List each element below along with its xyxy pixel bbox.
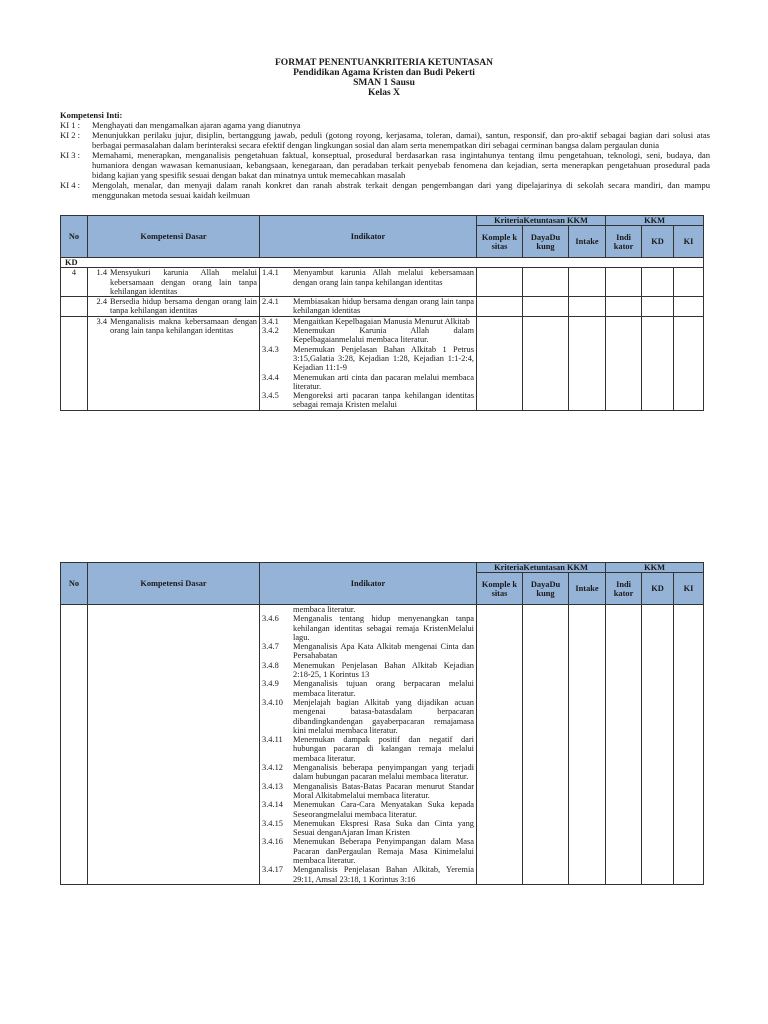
kompleksitas-cell	[477, 268, 523, 297]
indicator-number: 3.4.2	[262, 326, 279, 336]
indikator-kkm-cell	[606, 316, 642, 410]
intake-cell	[569, 297, 606, 317]
kd-text: Bersedia hidup bersama dengan orang lain tanpa kehilangan identitas	[110, 297, 257, 316]
document-header	[0, 58, 768, 98]
kd-label-row: KD	[61, 258, 704, 268]
indicator-item	[262, 763, 474, 782]
no-cell: 4	[61, 268, 88, 297]
dayadukung-cell	[523, 297, 569, 317]
intake-cell	[569, 316, 606, 410]
header-kompleksitas: Komple k sitas	[477, 226, 523, 258]
indicator-text: Menganalisis Penjelasan Bahan Alkitab, Yeremia 29:11, Amsal 23:18, 1 Korintus 3:16	[293, 865, 474, 884]
indicator-text: Menganalisis Apa Kata Alkitab mengenai Cinta dan Persahabatan	[293, 642, 474, 661]
ki-code: KI 1 :	[60, 120, 81, 130]
no-cell	[61, 316, 88, 410]
table-row	[61, 297, 704, 317]
document-title: FORMAT PENENTUANKRITERIA KETUNTASAN	[275, 58, 493, 68]
header-ki-kkm: KI	[674, 573, 704, 605]
header-no: No	[61, 563, 88, 605]
kd-number: 3.4	[96, 316, 107, 326]
indicator-item	[262, 614, 474, 642]
kompleksitas-cell	[477, 316, 523, 410]
indicator-list	[262, 614, 474, 884]
indicator-item	[262, 345, 474, 373]
kd-cell	[88, 316, 260, 410]
indicator-text: Menganalisis Batas-Batas Pacaran menurut Standar Moral Alkitabmelalui membaca literatur.	[293, 781, 474, 800]
header-indikator: Indikator	[260, 216, 477, 258]
header-kompetensi-dasar: Kompetensi Dasar	[88, 563, 260, 605]
ki-item	[60, 180, 710, 200]
intake-cell	[569, 268, 606, 297]
indicator-number: 3.4.1	[262, 316, 279, 326]
indicator-number: 3.4.10	[262, 697, 283, 707]
indicator-item	[262, 373, 474, 392]
kd-item	[90, 268, 257, 296]
table-row	[61, 316, 704, 410]
indicator-item	[262, 698, 474, 735]
indicator-item	[262, 679, 474, 698]
indicator-text: Menemukan Penjelasan Bahan Alkitab 1 Petrus 3:15,Galatia 3:28, Kejadian 1:28, Kejadian 1:1-2:4, Kejadian 11:1-9	[293, 344, 474, 373]
header-dayadukung: DayaDu kung	[523, 573, 569, 605]
ki-text: Memahami, menerapkan, menganalisis pengetahuan faktual, konseptual, prosedural berdasarkan rasa ingintahunya tentang ilmu pengetahuan, teknologi, seni, budaya, dan humaniora dengan wawasan kemanusiaan, kebangsaan, kenegaraan, dan peradaban terkait penyebab fenomena dan kejadian, serta menerapkan pengetahuan prosedural pada bidang kajian yang spesifik sesuai dengan bakat dan minatnya untuk memecahkan masalah	[92, 150, 710, 180]
indicator-item	[262, 661, 474, 680]
kd-kkm-cell	[642, 297, 674, 317]
kd-kkm-cell	[642, 316, 674, 410]
ki-text: Menunjukkan perilaku jujur, disiplin, bertanggung jawab, peduli (gotong royong, kerjasama, toleran, damai), santun, responsif, dan pro-aktif sebagai bagian dari solusi atas berbagai permasalahan dalam berinteraksi secara efektif dengan lingkungan sosial dan alam serta menempatkan diri sebagai cerminan bangsa dalam pergaulan dunia	[92, 130, 710, 150]
indicator-item	[262, 642, 474, 661]
indicator-item	[262, 297, 474, 316]
kompetensi-inti-section	[60, 110, 710, 200]
dayadukung-cell	[523, 605, 569, 885]
indicator-item	[262, 800, 474, 819]
indicator-number: 3.4.13	[262, 781, 283, 791]
indicator-number: 3.4.12	[262, 763, 283, 773]
indicator-text: Menganalis tentang hidup menyenangkan tanpa kehilangan identitas sebagai remaja KristenMelalui lagu.	[293, 614, 474, 642]
indicator-number: 3.4.11	[262, 735, 283, 745]
indicator-number: 3.4.5	[262, 391, 279, 401]
indicator-number: 3.4.15	[262, 818, 283, 828]
kd-kkm-cell	[642, 605, 674, 885]
ki-kkm-cell	[674, 605, 704, 885]
indicator-item	[262, 268, 474, 287]
indikator-kkm-cell	[606, 297, 642, 317]
indicator-item	[262, 317, 474, 326]
header-kd-kkm: KD	[642, 226, 674, 258]
indikator-cell	[260, 297, 477, 317]
ki-kkm-cell	[674, 316, 704, 410]
header-no: No	[61, 216, 88, 258]
header-dayadukung: DayaDu kung	[523, 226, 569, 258]
intake-cell	[569, 605, 606, 885]
indicator-text: Membiasakan hidup bersama dengan orang lain tanpa kehilangan identitas	[293, 297, 474, 316]
header-indikator-kkm: Indi kator	[606, 573, 642, 605]
indicator-number: 3.4.6	[262, 614, 279, 624]
dayadukung-cell	[523, 268, 569, 297]
header-kompleksitas: Komple k sitas	[477, 573, 523, 605]
ki-item	[60, 150, 710, 180]
indicator-number: 3.4.16	[262, 837, 283, 847]
indicator-continuation: membaca literatur.	[293, 605, 356, 614]
dayadukung-cell	[523, 316, 569, 410]
header-kkm: KKM	[606, 216, 704, 226]
no-cell	[61, 297, 88, 317]
kd-number: 2.4	[96, 297, 107, 307]
indicator-number: 2.4.1	[262, 297, 279, 307]
indicator-number: 3.4.7	[262, 642, 279, 652]
ki-code: KI 3 :	[60, 150, 81, 160]
kkm-table-2	[60, 562, 704, 885]
indicator-number: 3.4.4	[262, 372, 279, 382]
header-intake: Intake	[569, 226, 606, 258]
indicator-text: Menemukan arti cinta dan pacaran melalui membaca literatur.	[293, 372, 474, 391]
kompetensi-inti-list	[60, 120, 710, 200]
indicator-text: Menjelajah bagian Alkitab yang dijadikan acuan mengenai batasa-batasdalam berpacaran dibandingkandengan gayaberpacaran remajamasa kini melalui membaca literatur.	[293, 697, 474, 735]
indicator-number: 3.4.3	[262, 344, 279, 354]
ki-item	[60, 120, 710, 130]
indicator-text: Menganalisis tujuan orang berpacaran melalui membaca literatur.	[293, 679, 474, 698]
indicator-text: Mengoreksi arti pacaran tanpa kehilangan identitas sebagai remaja Kristen melalui	[293, 391, 474, 410]
header-kd-kkm: KD	[642, 573, 674, 605]
indicator-text: Menemukan Penjelasan Bahan Alkitab Kejadian 2:18-25, 1 Korintus 13	[293, 660, 474, 680]
kompetensi-inti-title: Kompetensi Inti:	[60, 110, 123, 120]
kompleksitas-cell	[477, 297, 523, 317]
indikator-cell	[260, 605, 477, 885]
indicator-text: Menemukan Ekspresi Rasa Suka dan Cinta yang Sesuai denganAjaran Iman Kristen	[293, 818, 474, 838]
no-cell	[61, 605, 88, 885]
table-row	[61, 268, 704, 297]
ki-item	[60, 130, 710, 150]
indicator-number: 3.4.8	[262, 660, 279, 670]
indicator-number: 3.4.17	[262, 865, 283, 875]
indicator-text: Mengaitkan Kepelbagaian Manusia Menurut Alkitab	[293, 316, 470, 326]
indicator-text: Menganalisis beberapa penyimpangan yang terjadi dalam hubungan pacaran melalui membaca literatur.	[293, 763, 474, 782]
indicator-text: Menemukan Beberapa Penyimpangan dalam Masa Pacaran danPergaulan Remaja Masa Kinimelalui membaca literatur.	[293, 837, 474, 866]
indicator-text: Menemukan Cara-Cara Menyatakan Suka kepada Seseorangmelalui membaca literatur.	[293, 800, 474, 819]
class-name: Kelas X	[368, 88, 400, 98]
kd-cell	[88, 605, 260, 885]
indicator-number: 1.4.1	[262, 268, 279, 278]
indicator-item	[262, 735, 474, 763]
indicator-text: Menyambut karunia Allah melalui kebersamaan dengan orang lain tanpa kehilangan identitas	[293, 268, 474, 287]
subject-name: Pendidikan Agama Kristen dan Budi Pekerti	[293, 68, 475, 78]
indicator-text: Menemukan dampak positif dan negatif dari hubungan pacaran di kalangan remaja melalui membaca literatur.	[293, 735, 474, 763]
kd-number: 1.4	[96, 268, 107, 278]
indicator-item	[262, 819, 474, 838]
ki-text: Menghayati dan mengamalkan ajaran agama yang dianutnya	[92, 120, 301, 130]
ki-code: KI 4 :	[60, 180, 81, 190]
ki-text: Mengolah, menalar, dan menyaji dalam ranah konkret dan ranah abstrak terkait dengan pengembangan dari yang dipelajarinya di sekolah secara mandiri, dan mampu menggunakan metoda sesuai kaidah keilmuan	[92, 180, 710, 200]
kd-text: Menganalisis makna kebersamaan dengan orang lain tanpa kehilangan identitas	[110, 316, 257, 336]
school-name: SMAN 1 Sausu	[353, 78, 415, 88]
ki-kkm-cell	[674, 297, 704, 317]
ki-kkm-cell	[674, 268, 704, 297]
kd-item	[90, 317, 257, 336]
kd-item	[90, 297, 257, 316]
header-indikator-kkm: Indi kator	[606, 226, 642, 258]
kd-cell	[88, 268, 260, 297]
ki-code: KI 2 :	[60, 130, 81, 140]
indicator-item	[262, 837, 474, 865]
header-kriteria: KriteriaKetuntasan KKM	[477, 563, 606, 573]
kd-text: Mensyukuri karunia Allah melalui kebersamaan dengan orang lain tanpa kehilangan identitas	[110, 268, 257, 296]
kd-kkm-cell	[642, 268, 674, 297]
header-intake: Intake	[569, 573, 606, 605]
indicator-item	[262, 865, 474, 884]
indikator-kkm-cell	[606, 268, 642, 297]
indicator-number: 3.4.14	[262, 800, 283, 810]
indikator-cell	[260, 316, 477, 410]
kkm-table-1	[60, 215, 704, 411]
header-indikator: Indikator	[260, 563, 477, 605]
kompleksitas-cell	[477, 605, 523, 885]
indicator-item	[262, 391, 474, 410]
indikator-kkm-cell	[606, 605, 642, 885]
indicator-number: 3.4.9	[262, 679, 279, 689]
header-kriteria: KriteriaKetuntasan KKM	[477, 216, 606, 226]
indicator-item	[262, 326, 474, 345]
header-kkm: KKM	[606, 563, 704, 573]
kd-cell	[88, 297, 260, 317]
header-ki-kkm: KI	[674, 226, 704, 258]
indikator-cell	[260, 268, 477, 297]
indicator-text: Menemukan Karunia Allah dalam Kepelbagaianmelalui membaca literatur.	[293, 326, 474, 345]
header-kompetensi-dasar: Kompetensi Dasar	[88, 216, 260, 258]
indicator-item	[262, 782, 474, 801]
